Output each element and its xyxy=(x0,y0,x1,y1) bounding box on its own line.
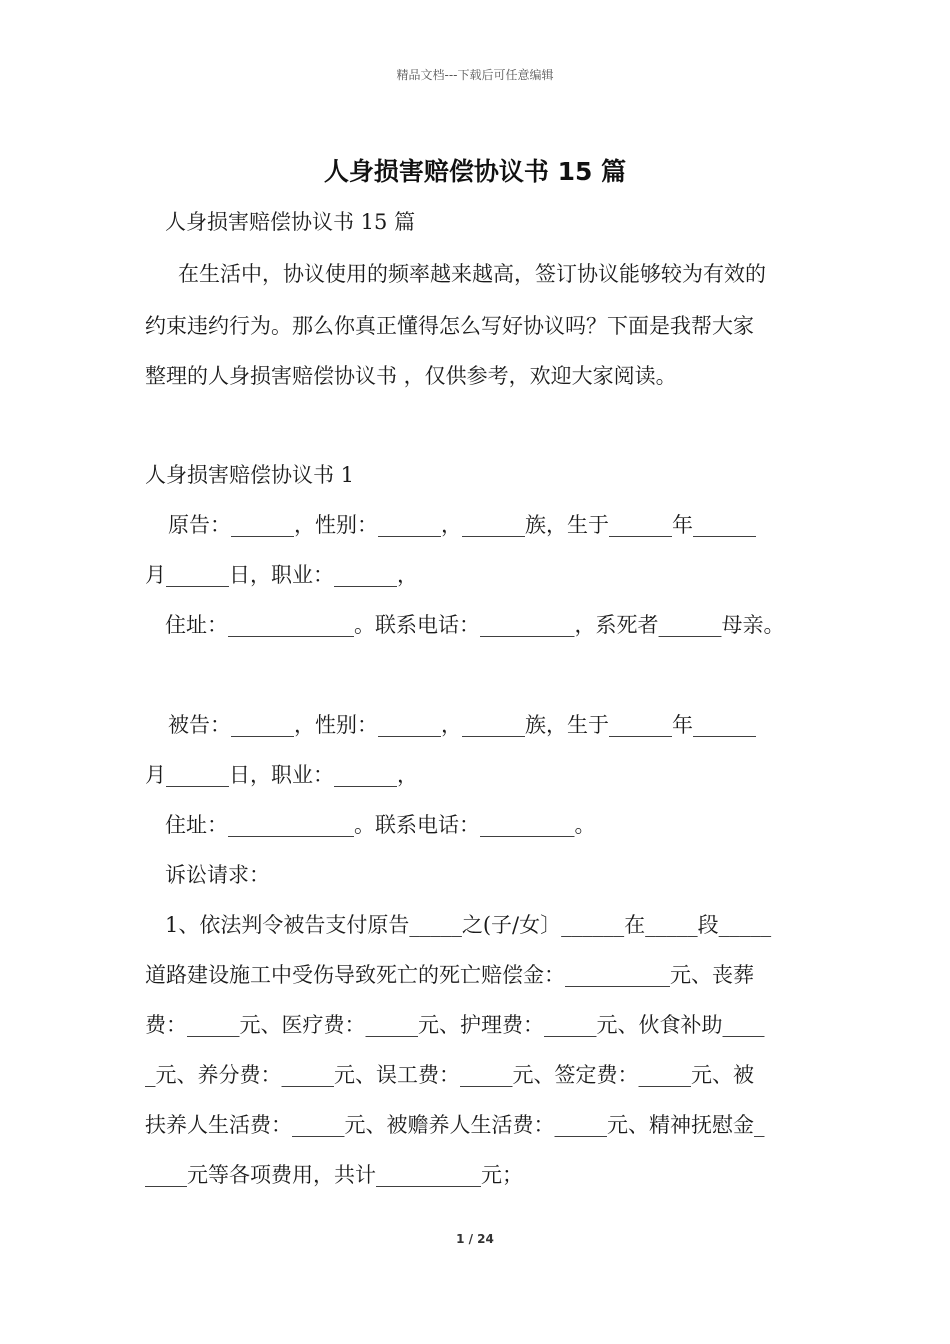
section-heading: 人身损害赔偿协议书 1 xyxy=(145,463,355,487)
paragraph-line: 整理的人身损害赔偿协议书 ，仅供参考，欢迎大家阅读。 xyxy=(145,364,677,388)
defendant-address-line: 住址：____________。联系电话：_________。 xyxy=(165,813,596,837)
claim-line: _元、养分费：_____元、误工费：_____元、签定费：_____元、被 xyxy=(145,1063,754,1087)
subtitle-line: 人身损害赔偿协议书 15 篇 xyxy=(165,210,416,234)
claim-line: 1、依法判令被告支付原告_____之(子/女〕______在_____段_____ xyxy=(165,913,772,937)
paragraph-line: 在生活中，协议使用的频率越来越高，签订协议能够较为有效的 xyxy=(178,262,766,286)
claim-line: 扶养人生活费：_____元、被赡养人生活费：_____元、精神抚慰金_ xyxy=(145,1113,765,1137)
plaintiff-line: 月______日，职业：______， xyxy=(145,563,418,587)
claims-heading: 诉讼请求： xyxy=(165,863,270,887)
defendant-line: 月______日，职业：______， xyxy=(145,763,418,787)
plaintiff-line: 原告：______，性别：______，______族，生于______年______ xyxy=(168,513,756,537)
defendant-line: 被告：______，性别：______，______族，生于______年______ xyxy=(168,713,756,737)
page-number: 1 / 24 xyxy=(456,1232,494,1246)
claim-line: ____元等各项费用，共计__________元； xyxy=(145,1163,523,1187)
header-note: 精品文档---下载后可任意编辑 xyxy=(396,68,554,82)
claim-line: 道路建设施工中受伤导致死亡的死亡赔偿金：__________元、丧葬 xyxy=(145,963,754,987)
document-title: 人身损害赔偿协议书 15 篇 xyxy=(323,157,627,186)
paragraph-line: 约束违约行为。那么你真正懂得怎么写好协议吗？下面是我帮大家 xyxy=(145,314,754,338)
claim-line: 费：_____元、医疗费：_____元、护理费：_____元、伙食补助____ xyxy=(145,1013,765,1037)
plaintiff-address-line: 住址：____________。联系电话：_________，系死者______母亲。 xyxy=(165,613,785,637)
